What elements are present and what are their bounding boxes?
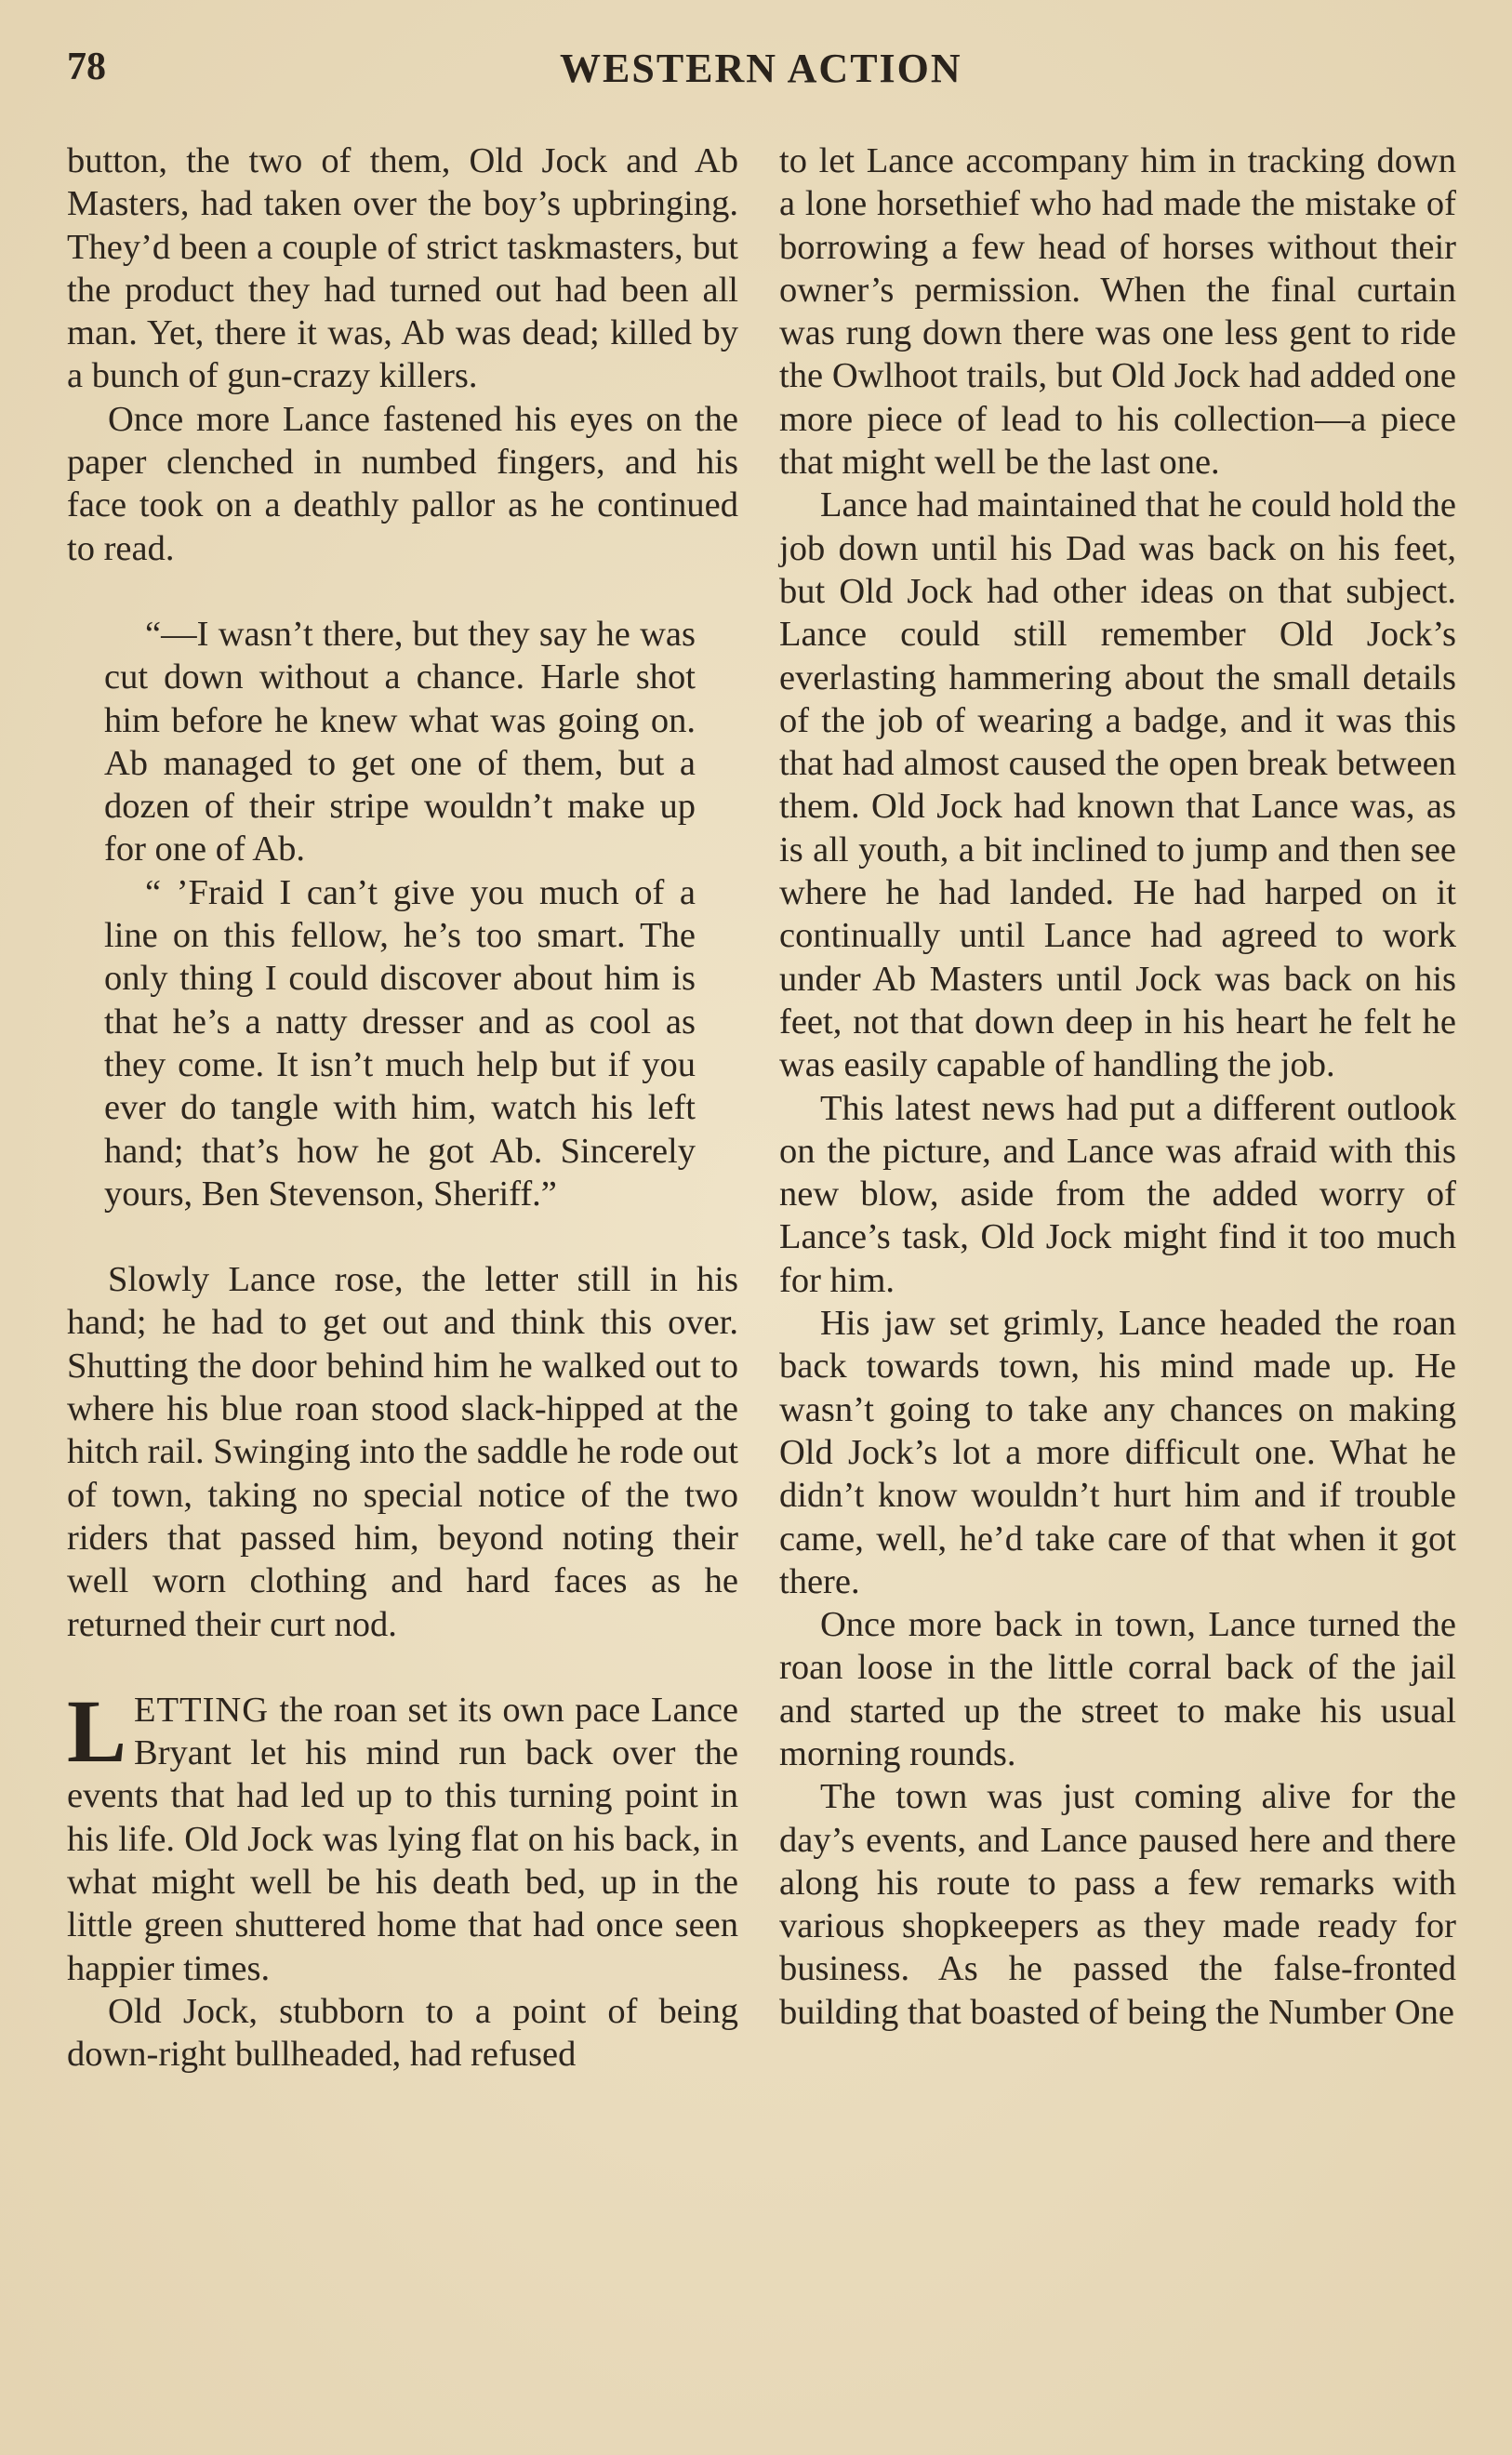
paragraph: Slowly Lance rose, the letter still in his hand; he had to get out and think this over. Shutting the door behind him he walked out to where his blue roan stood slack-hipped at the hitch rail. Swinging into the saddle he rode out of town, taking no special notice of the two riders that passed him, beyond noting their well worn clothing and hard faces as he returned their curt nod. xyxy=(67,1260,738,1644)
page-header xyxy=(67,45,1462,100)
paragraph: Lance had maintained that he could hold the job down until his Dad was back on his feet, but Old Jock had other ideas on that subject. Lance could still remember Old Jock’s everlasting hammering about the small details of the job of wearing a badge, and it was this that had almost caused the open break between them. Old Jock had known that Lance was, as is all youth, a bit inclined to jump and then see where he had landed. He had harped on it continually until Lance had agreed to work under Ab Masters until Jock was back on his feet, not that down deep in his heart he felt he was easily capable of handling the job. xyxy=(779,485,1456,1085)
paragraph: button, the two of them, Old Jock and Ab Masters, had taken over the boy’s upbringing. They’d been a couple of strict taskmasters, but the product they had turned out had been all man. Yet, there it was, Ab was dead; killed by a bunch of gun-crazy killers. xyxy=(67,141,738,396)
left-column xyxy=(67,139,738,2076)
paragraph: His jaw set grimly, Lance headed the roan back towards town, his mind made up. He wasn’t going to take any chances on making Old Jock’s lot a more difficult one. What he didn’t know wouldn’t hurt him and if trouble came, well, he’d take care of that when it got there. xyxy=(779,1304,1456,1601)
page-number: 78 xyxy=(67,46,106,88)
drop-cap: L xyxy=(67,1680,127,1781)
paragraph: This latest news had put a different outlook on the picture, and Lance was afraid with this new blow, aside from the added worry of Lance’s task, Old Jock might find it too much for him. xyxy=(779,1088,1456,1300)
quoted-letter xyxy=(67,613,738,1215)
paragraph: The town was just coming alive for the day’s events, and Lance paused here and there along his route to pass a few remarks with various shopkeepers as they made ready for business. As he passed the false-fronted building that boasted of being the Number One xyxy=(779,1777,1456,2032)
paragraph: to let Lance accompany him in tracking down a lone horsethief who had made the mistake of borrowing a few head of horses without their owner’s permission. When the final curtain was rung down there was one less gent to ride the Owlhoot trails, but Old Jock had added one more piece of lead to his collection—a piece that might well be the last one. xyxy=(779,141,1456,483)
small-caps-lead: ETTING xyxy=(134,1690,270,1730)
paragraph: Once more back in town, Lance turned the roan loose in the little corral back of the jail and started up the street to make his usual morning rounds. xyxy=(779,1605,1456,1773)
paragraph: Old Jock, stubborn to a point of being down-right bullheaded, had refused xyxy=(67,1991,738,2075)
paragraph-text: the roan set its own pace Lance Bryant let his mind run back over the events that had led up to this turning point in his life. Old Jock was lying flat on his back, in what might well be his death bed, up in the little green shuttered home that had once seen happier times. xyxy=(67,1690,738,1988)
section-break xyxy=(67,1646,738,1689)
paragraph-dropcap xyxy=(67,1680,738,1990)
letter-paragraph: “—I wasn’t there, but they say he was cut down without a chance. Harle shot him before he knew what was going on. Ab managed to get one of them, but a dozen of their stripe wouldn’t make up for one of Ab. xyxy=(104,614,696,869)
letter-paragraph: “ ’Fraid I can’t give you much of a line on this fellow, he’s too smart. The only thing I could discover about him is that he’s a natty dresser and as cool as they come. It isn’t much help but if you ever do tangle with him, watch his left hand; that’s how he got Ab. Sincerely yours, Ben Stevenson, Sheriff.” xyxy=(104,872,696,1214)
paragraph: Once more Lance fastened his eyes on the paper clenched in numbed fingers, and his face took on a deathly pallor as he continued to read. xyxy=(67,399,738,568)
right-column xyxy=(779,139,1456,2034)
running-head: WESTERN ACTION xyxy=(560,46,962,91)
